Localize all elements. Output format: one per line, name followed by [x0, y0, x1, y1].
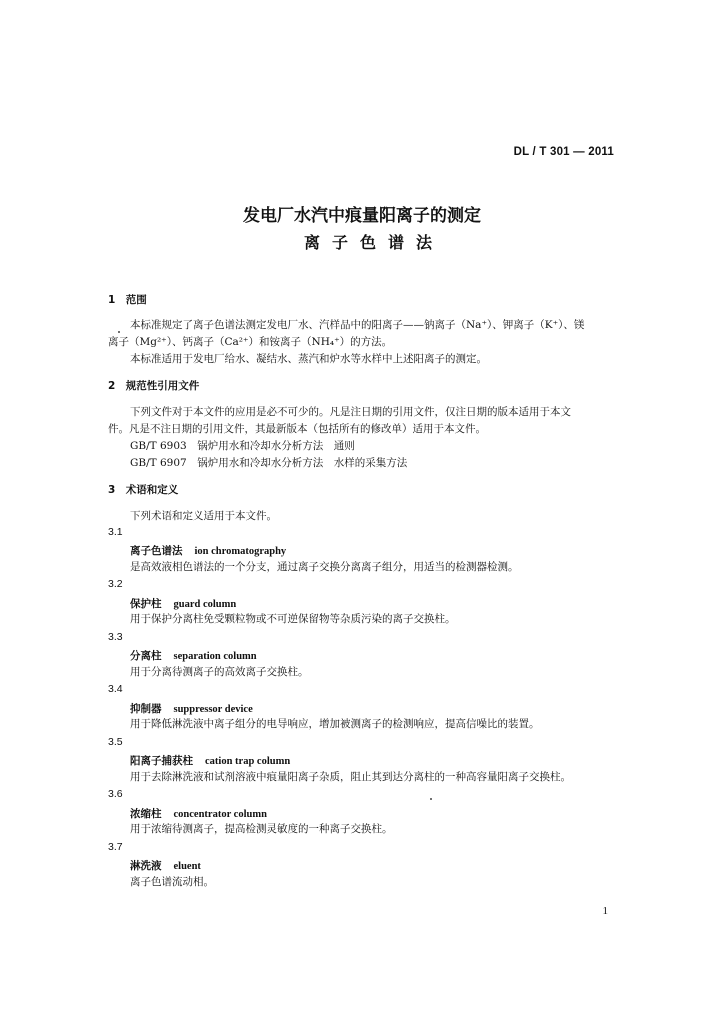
term-heading: [130, 753, 290, 768]
term-zh: 分离柱: [130, 650, 162, 662]
section-2-heading: 2 规范性引用文件: [108, 380, 200, 392]
term-zh: 抑制器: [130, 703, 162, 715]
section-1-para2: 本标准适用于发电厂给水、凝结水、蒸汽和炉水等水样中上述阳离子的测定。: [130, 353, 487, 365]
term-definition: 用于去除淋洗液和试剂溶液中痕量阳离子杂质，阻止其到达分离柱的一种高容量阳离子交换柱。: [130, 771, 571, 783]
term-heading: [130, 543, 286, 558]
term-definition: 是高效液相色谱法的一个分支，通过离子交换分离离子组分，用适当的检测器检测。: [130, 561, 519, 573]
term-definition: 用于降低淋洗液中离子组分的电导响应，增加被测离子的检测响应，提高信噪比的装置。: [130, 718, 540, 730]
term-en: cation trap column: [205, 756, 291, 767]
term-en: guard column: [173, 599, 237, 610]
term-number: 3.2: [108, 578, 123, 590]
section-1-para1-line2: 离子（Mg²⁺）、钙离子（Ca²⁺）和铵离子（NH₄⁺）的方法。: [108, 336, 393, 348]
page-number: 1: [602, 905, 608, 917]
term-number: 3.4: [108, 683, 123, 695]
reference-item: GB/T 6903 锅炉用水和冷却水分析方法 通则: [130, 440, 355, 452]
term-definition: 用于保护分离柱免受颗粒物或不可逆保留物等杂质污染的离子交换柱。: [130, 613, 456, 625]
term-heading: [130, 858, 201, 873]
term-definition: 离子色谱流动相。: [130, 876, 214, 888]
term-number: 3.6: [108, 788, 123, 800]
term-definition: 用于浓缩待测离子，提高检测灵敏度的一种离子交换柱。: [130, 823, 393, 835]
section-3-intro: 下列术语和定义适用于本文件。: [130, 510, 277, 522]
scan-speck: [430, 798, 432, 800]
term-heading: [130, 806, 267, 821]
term-heading: [130, 701, 253, 716]
reference-item: GB/T 6907 锅炉用水和冷却水分析方法 水样的采集方法: [130, 457, 408, 469]
term-zh: 淋洗液: [130, 860, 162, 872]
term-number: 3.5: [108, 736, 123, 748]
term-zh: 浓缩柱: [130, 808, 162, 820]
term-zh: 离子色谱法: [130, 545, 183, 557]
standard-code: DL / T 301 — 2011: [513, 146, 614, 158]
scan-speck: [118, 331, 120, 333]
section-2-para-line1: 下列文件对于本文件的应用是必不可少的。凡是注日期的引用文件，仅注日期的版本适用于本文: [130, 406, 571, 418]
section-2-para-line2: 件。凡是不注日期的引用文件，其最新版本（包括所有的修改单）适用于本文件。: [108, 423, 486, 435]
term-definition: 用于分离待测离子的高效离子交换柱。: [130, 666, 309, 678]
term-en: separation column: [173, 651, 257, 662]
document-subtitle: 离子色谱法: [303, 233, 444, 252]
section-1-heading: 1 范围: [108, 294, 147, 306]
term-number: 3.1: [108, 526, 123, 538]
term-number: 3.3: [108, 631, 123, 643]
term-en: suppressor device: [173, 704, 253, 715]
term-heading: [130, 596, 236, 611]
term-en: ion chromatography: [194, 546, 287, 557]
term-heading: [130, 648, 257, 663]
section-3-heading: 3 术语和定义: [108, 484, 179, 496]
document-title: 发电厂水汽中痕量阳离子的测定: [243, 206, 481, 226]
term-zh: 阳离子捕获柱: [130, 755, 193, 767]
term-number: 3.7: [108, 841, 123, 853]
term-en: eluent: [173, 861, 201, 872]
section-1-para1-line1: 本标准规定了离子色谱法测定发电厂水、汽样品中的阳离子——钠离子（Na⁺）、钾离子（K⁺）、镁: [130, 319, 585, 331]
term-en: concentrator column: [173, 809, 267, 820]
term-zh: 保护柱: [130, 598, 162, 610]
